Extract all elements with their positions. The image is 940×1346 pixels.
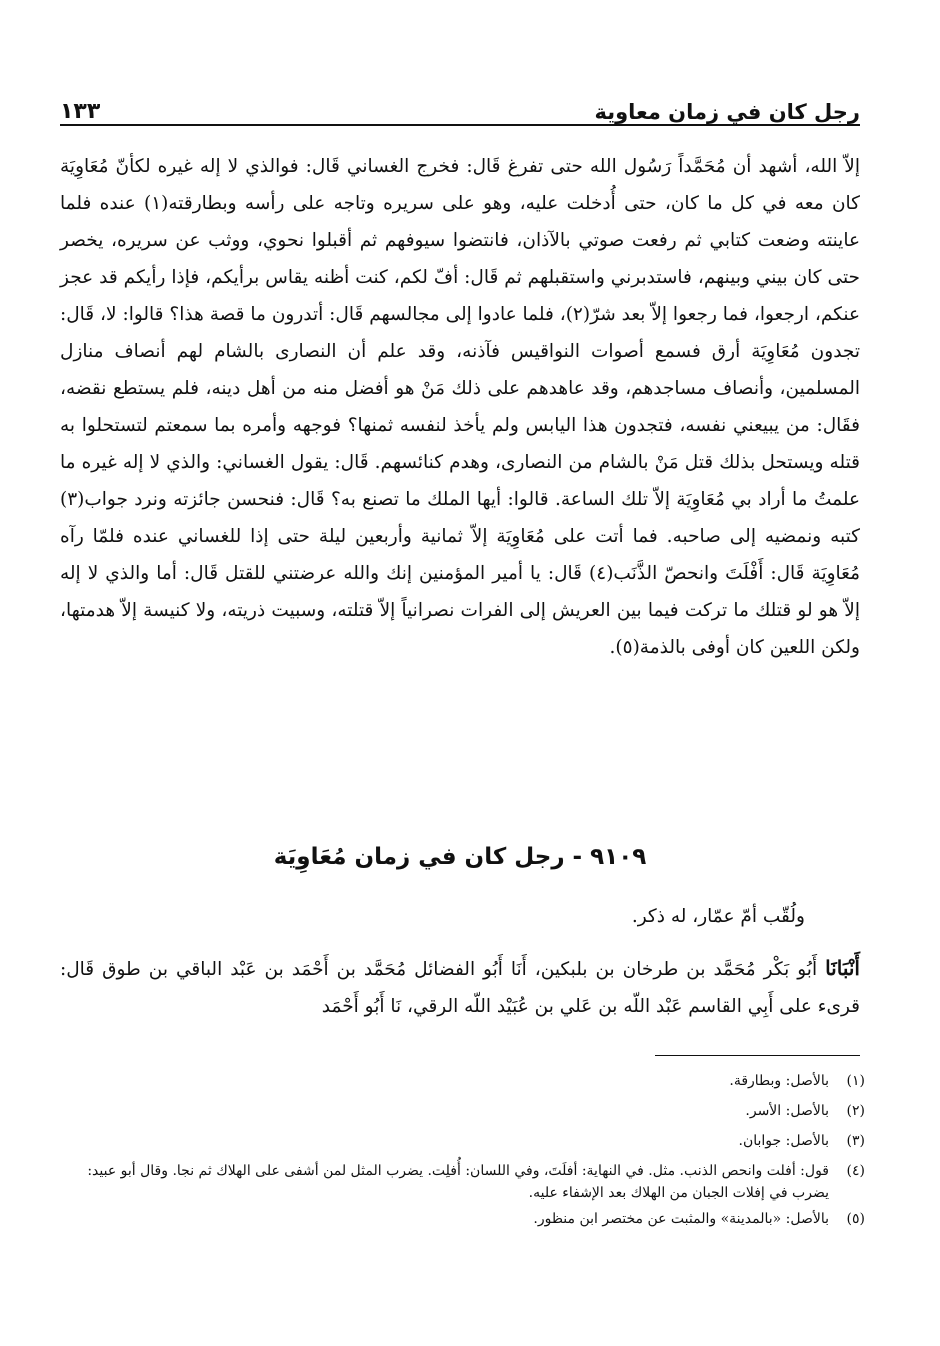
footnote-text: بالأصل: جوابان. xyxy=(738,1133,829,1149)
header-rule xyxy=(60,124,860,126)
footnote-item xyxy=(60,1204,865,1234)
main-text xyxy=(60,148,860,666)
footnotes xyxy=(60,1066,865,1234)
page-number: ١٣٣ xyxy=(60,99,101,124)
footnote-text: بالأصل: «بالمدينة» والمثبت عن مختصر ابن منظور. xyxy=(533,1211,829,1227)
running-title: رجل كان في زمان معاوية xyxy=(594,100,860,124)
footnote-item xyxy=(60,1156,865,1204)
lead-word: أَنْبَانَا xyxy=(825,956,860,980)
main-paragraph: إلاّ الله، أشهد أن مُحَمَّداً رَسُول الله حتى تفرغ قَال: فخرج الغساني قَال: فوالذي لا إله غيره لكأنّ مُعَاوِيَة كان معه في كل ما كان، حتى أُدخلت عليه، وهو على سريره وتاجه على رأسه وبطارقته(١) عنده فلما عاينته وضعت كتابي ثم رفعت صوتي بالآذان، فانتضوا سيوفهم ثم أقبلوا نحوي، ووثب عن سريره، يخصر حتى كان بيني وبينهم، فاستدبرني واستقبلهم ثم قَال: أفّ لكم، كنت أظنه يقاس برأيكم، فإذا رأيكم قد عجز عنكم، ارجعوا، فما رجعوا إلاّ بعد شرّ(٢)، فلما عادوا إلى مجالسهم قَال: أتدرون ما قصة هذا؟ قالوا: لا، قَال: تجدون مُعَاوِيَة أرق فسمع أصوات النواقيس فآذنه، وقد علم أن النصارى بالشام لهم أنصاف منازل المسلمين، وأنصاف مساجدهم، وقد عاهدهم على ذلك مَنْ هو أفضل منه من أهل دينه، فلم يستطع نقضه، فقَال: من يبيعني نفسه، فتجدون هذا اليابس ولم يأخذ لنفسه ثمنها؟ فوجهه وأمره بما سمعتم لتستحلوا به قتله ويستحل بذلك قتل مَنْ بالشام من النصارى، وهدم كنائسهم. قَال: يقول الغساني: والذي لا إله غيره ما علمتُ ما أراد بي مُعَاوِيَة إلاّ تلك الساعة. قالوا: أيها الملك ما تصنع به؟ قَال: فنحسن جائزته ونرد جواب(٣) كتبه ونمضيه إلى صاحبه. فما أتت على مُعَاوِيَة إلاّ ثمانية وأربعين ليلة حتى إذا للغساني عنده فلمّا رآه مُعَاوِيَة قَال: أَفْلَتَ وانحصّ الذَّنَب(٤) قَال: يا أمير المؤمنين إنك والله عرضتني للقتل قَال: أما والذي لا إله إلاّ هو لو قتلك ما تركت فيما بين العريش إلى الفرات نصرانياً إلاّ قتلته، وسبيت ذريته، ولا كنيسة إلاّ هدمتها، ولكن اللعين كان أوفى بالذمة(٥). xyxy=(60,156,860,658)
footnote-text: بالأصل: الأسر. xyxy=(745,1103,829,1119)
footnote-number: (١) xyxy=(846,1073,865,1089)
footnote-rule xyxy=(655,1055,860,1056)
section-body xyxy=(60,950,860,1025)
page-header xyxy=(60,80,860,124)
section-text: أَبُو بَكْر مُحَمَّد بن طرخان بن بلبكين، أَنَا أَبُو الفضائل مُحَمَّد بن أَحْمَد بن عَبْد الباقي بن طوق قَال: قرىء على أَبِي القاسم عَبْد اللّه بن عَلي بن عُبَيْد اللّه الرقي، نَا أَبُو أَحْمَد xyxy=(60,959,860,1017)
section-heading: ٩١٠٩ - رجل كان في زمان مُعَاوِيَة xyxy=(273,844,647,870)
footnote-item xyxy=(60,1096,865,1126)
footnote-number: (٥) xyxy=(846,1211,865,1227)
footnote-number: (٣) xyxy=(846,1133,865,1149)
footnote-number: (٤) xyxy=(846,1163,865,1179)
footnote-text: قول: أفلت وانحص الذنب. مثل. في النهاية: أفلَتَ، وفي اللسان: أُفلِت. يضرب المثل لمن أشفى على الهلاك ثم نجا. وقال أبو عبيد: يضرب في إفلات الجبان من الهلاك بعد الإشفاء عليه. xyxy=(87,1163,829,1201)
footnote-item xyxy=(60,1126,865,1156)
footnote-text: بالأصل: وبطارقة. xyxy=(729,1073,829,1089)
section-subtitle: ولُقّب أمّ عمّار، له ذكر. xyxy=(631,906,805,927)
footnote-item xyxy=(60,1066,865,1096)
footnote-number: (٢) xyxy=(846,1103,865,1119)
